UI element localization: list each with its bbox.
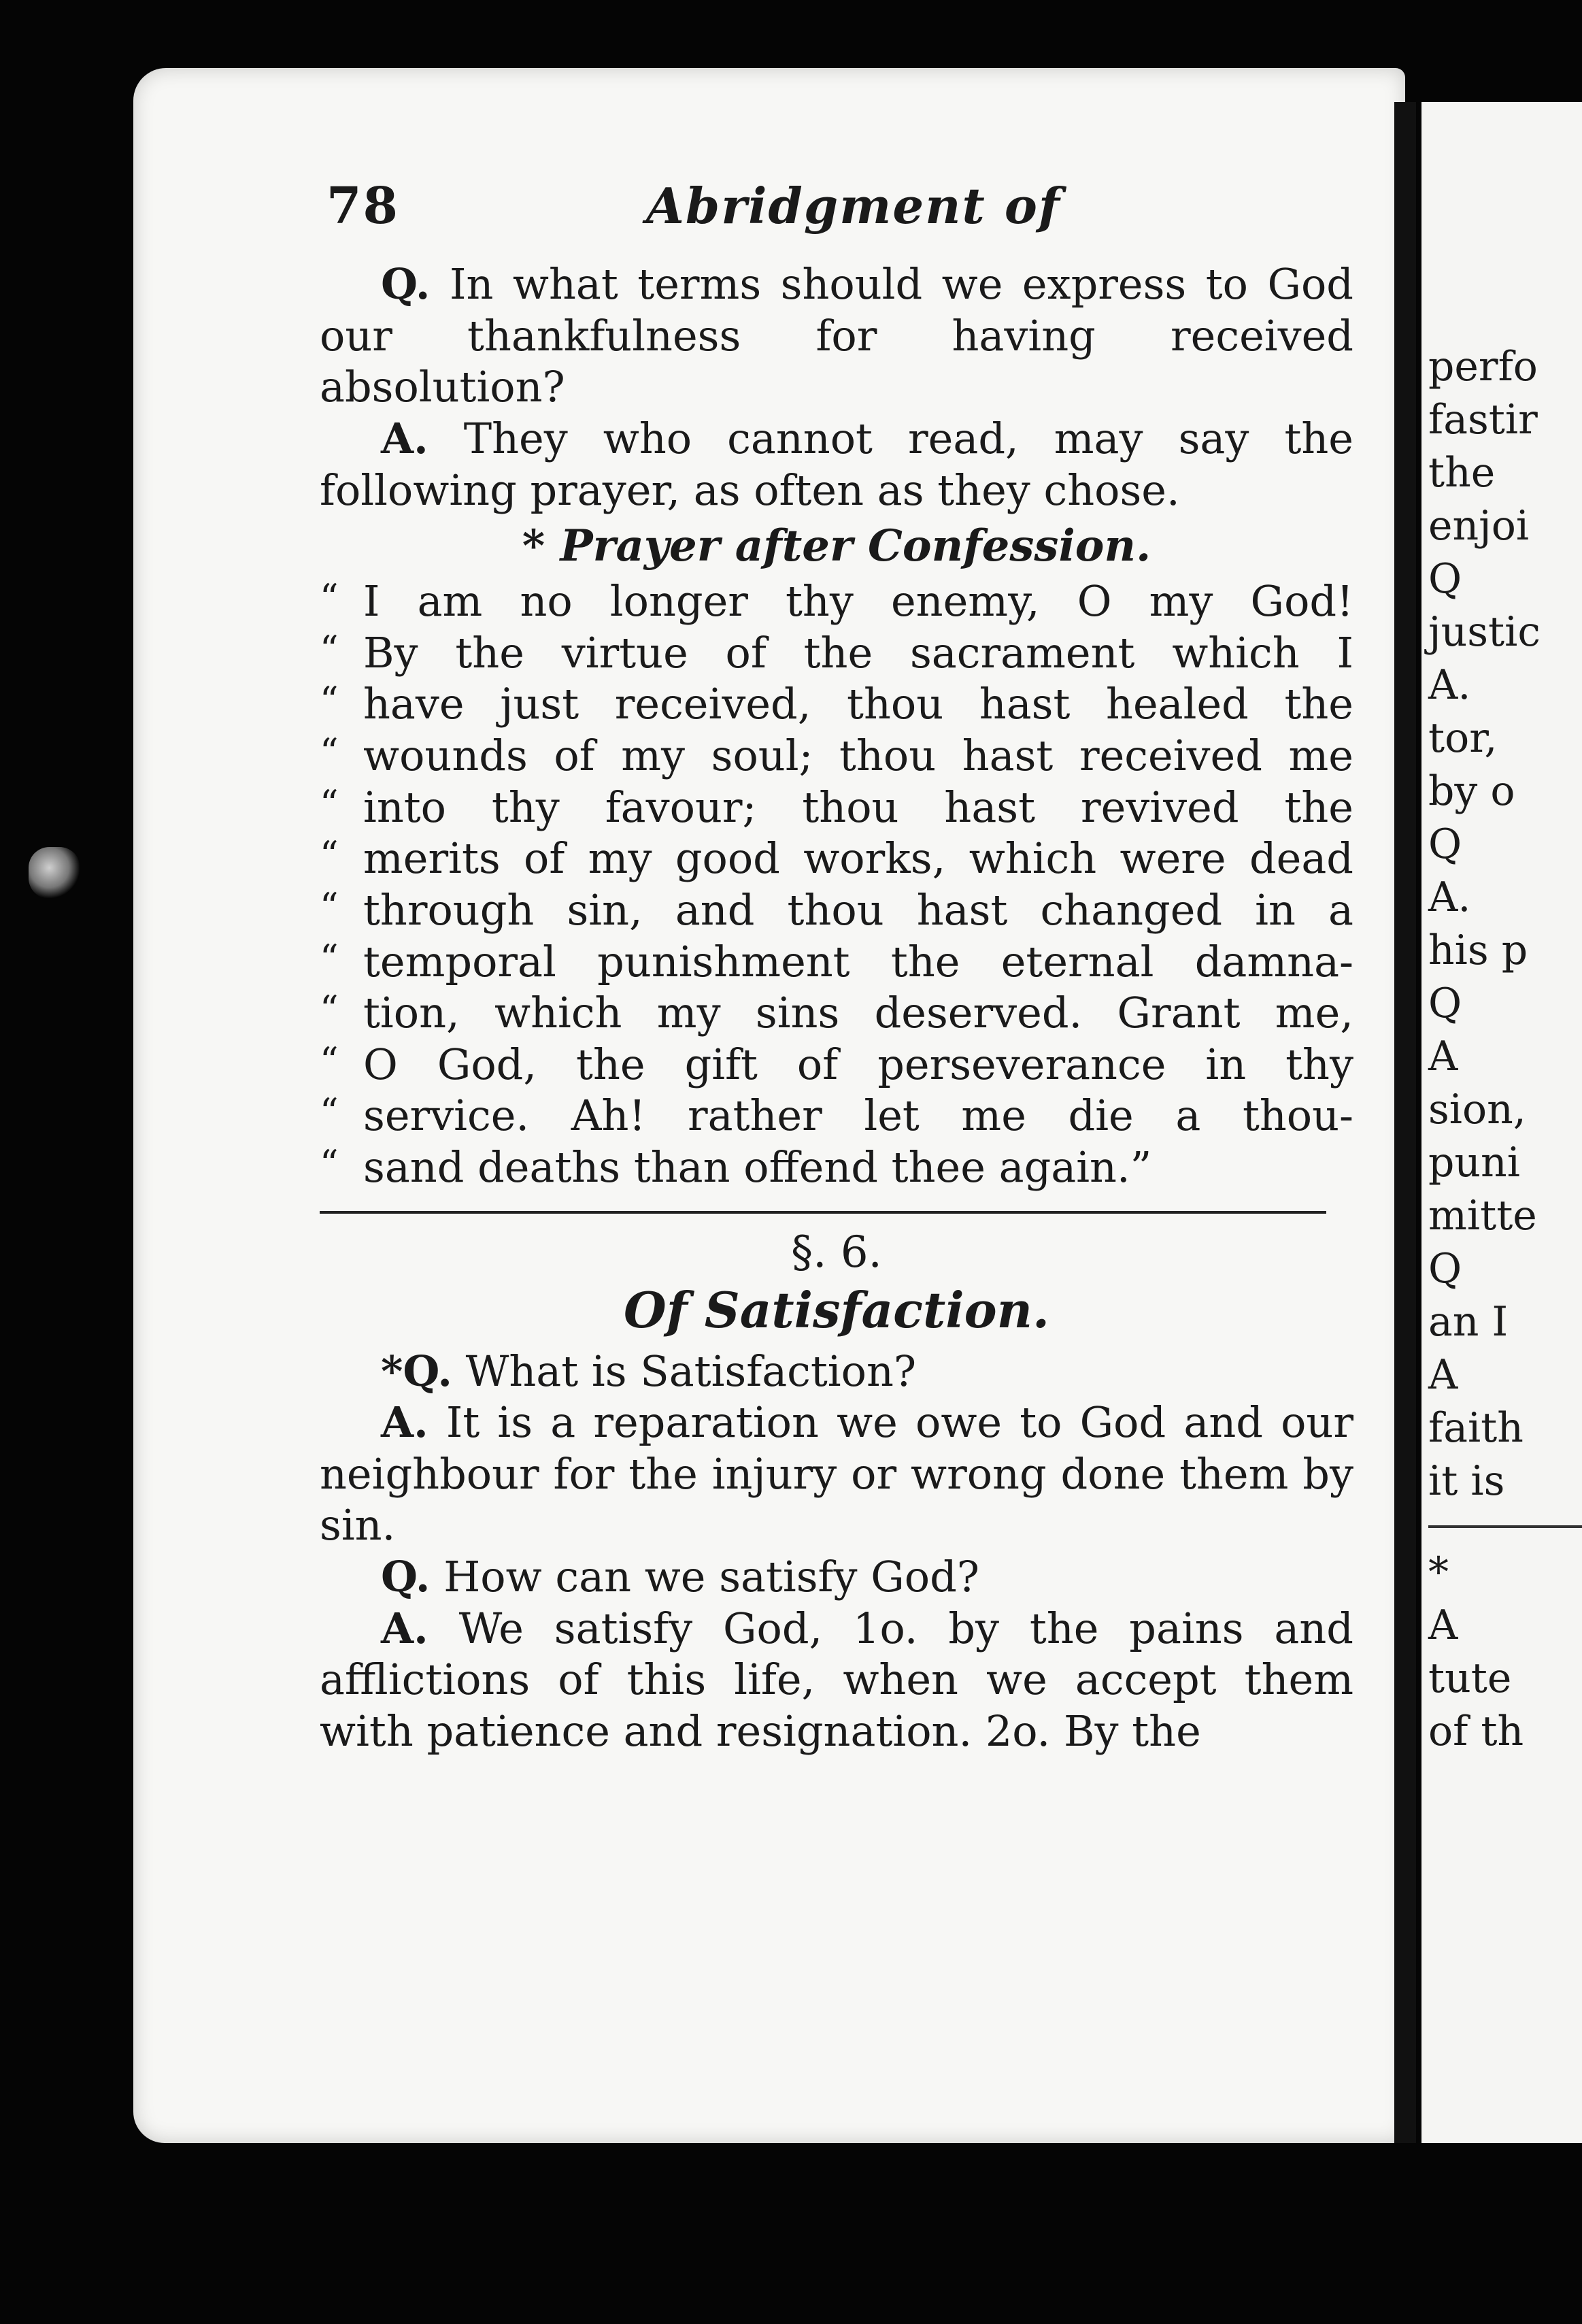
paragraph-how-satisfy [320,1551,1353,1603]
prayer-line [320,987,1353,1039]
book-gutter [1394,102,1416,2143]
right-page-fragment: puni [1428,1139,1520,1186]
right-page-fragment: tute [1428,1655,1512,1702]
prayer-line [320,936,1353,988]
prayer-line-text: I am no longer thy enemy, O my God! [363,576,1353,627]
right-page-fragment: perfo [1428,343,1538,391]
prayer-line [320,627,1353,679]
prayer-line-text: through sin, and thou hast changed in a [363,884,1353,935]
paragraph-text: They who cannot read, may say the following prayer, as often as they chose. [320,413,1353,515]
right-page-fragment: fastir [1428,396,1538,444]
prayer-line [320,1142,1353,1193]
right-page-fragment: A [1428,1601,1458,1649]
paragraph-text: In what terms should we express to God our thankfulness for having received absolution? [320,259,1353,412]
prayer-line-text: O God, the gift of perseverance in thy [363,1039,1353,1089]
right-page-fragment: the [1428,449,1496,497]
quote-mark: “ [320,1142,339,1186]
paragraph-text: We satisfy God, 1o. by the pains and afflictions of this life, when we accept them with patience and resignation. 2o. By the [320,1603,1353,1756]
paragraph-text: It is a reparation we owe to God and our neighbour for the injury or wrong done them by sin. [320,1397,1353,1550]
paragraph-lead: A. [381,413,428,463]
right-page-fragment: Q [1428,820,1462,868]
quote-mark: “ [320,627,339,671]
right-page-fragment: mitte [1428,1192,1537,1240]
paragraph-lead: *Q. [381,1346,452,1396]
right-page-fragment: * [1428,1548,1449,1596]
paragraph-what-is-satisfaction [320,1346,1353,1397]
prayer-line-text: By the virtue of the sacrament which I [363,627,1353,678]
prayer-line-text: service. Ah! rather let me die a thou- [363,1091,1353,1141]
paragraph-lead: A. [381,1603,428,1653]
right-page-fragment: A [1428,1033,1458,1080]
paragraph-lead: A. [381,1397,428,1448]
quote-mark: “ [320,782,339,825]
right-page-fragment: an I [1428,1298,1509,1346]
right-page-fragment: by o [1428,767,1515,815]
right-page-fragment: Q [1428,980,1462,1027]
prayer-line [320,1039,1353,1091]
right-page-fragment: his p [1428,927,1528,974]
quote-mark: “ [320,833,339,877]
running-title: Abridgment of [646,177,1061,235]
right-page-fragment: Q [1428,555,1462,603]
prayer-heading: * Prayer after Confession. [522,520,1151,572]
quote-mark: “ [320,884,339,928]
right-page-fragment: sion, [1428,1086,1526,1133]
prayer-line [320,730,1353,782]
prayer-block [320,576,1353,1193]
prayer-line [320,782,1353,833]
prayer-line-text: have just received, thou hast healed the [363,679,1353,729]
right-page-fragment: faith [1428,1404,1524,1452]
right-page-divider [1428,1525,1582,1528]
right-page-fragment: tor, [1428,714,1498,762]
paragraph-text: What is Satisfaction? [452,1346,917,1396]
right-page-fragment: A [1428,1351,1458,1399]
prayer-line [320,833,1353,884]
page-number: 78 [326,177,399,235]
quote-mark: “ [320,988,339,1031]
page-edge-blemish [29,847,80,899]
paragraph-text: How can we satisfy God? [430,1552,979,1602]
page-body [320,259,1353,1757]
paragraph-question-thanks [320,259,1353,413]
section-title: Of Satisfaction. [623,1280,1050,1339]
quote-mark: “ [320,1039,339,1082]
prayer-line [320,576,1353,627]
prayer-line [320,678,1353,730]
paragraph-lead: Q. [381,1552,431,1602]
section-divider [320,1211,1326,1214]
prayer-line-text: tion, which my sins deserved. Grant me, [363,988,1353,1038]
prayer-line-text: sand deaths than offend thee again.” [363,1142,1152,1193]
page-header [326,177,1387,252]
quote-mark: “ [320,731,339,774]
prayer-line-text: temporal punishment the eternal damna- [363,936,1353,986]
paragraph-we-satisfy [320,1603,1353,1757]
right-page-fragment: Q [1428,1245,1462,1293]
paragraph-reparation [320,1397,1353,1551]
prayer-line-text: into thy favour; thou hast revived the [363,782,1353,832]
quote-mark: “ [320,576,339,620]
right-page-fragment: it is [1428,1457,1505,1505]
right-page-fragment: justic [1428,608,1541,656]
prayer-line-text: wounds of my soul; thou hast received me [363,731,1353,781]
prayer-line [320,1090,1353,1142]
right-page-fragment: A. [1428,874,1471,921]
paragraph-answer-prayer [320,413,1353,516]
right-page-fragment: of th [1428,1708,1524,1755]
right-page-text [1428,340,1582,1758]
quote-mark: “ [320,936,339,980]
quote-mark: “ [320,1091,339,1134]
paragraph-lead: Q. [381,259,431,309]
prayer-line-text: merits of my good works, which were dead [363,833,1353,884]
right-page-fragment: enjoi [1428,502,1530,550]
prayer-line [320,884,1353,936]
section-number: §. 6. [791,1227,882,1278]
right-page-fragment: A. [1428,661,1471,709]
quote-mark: “ [320,679,339,723]
